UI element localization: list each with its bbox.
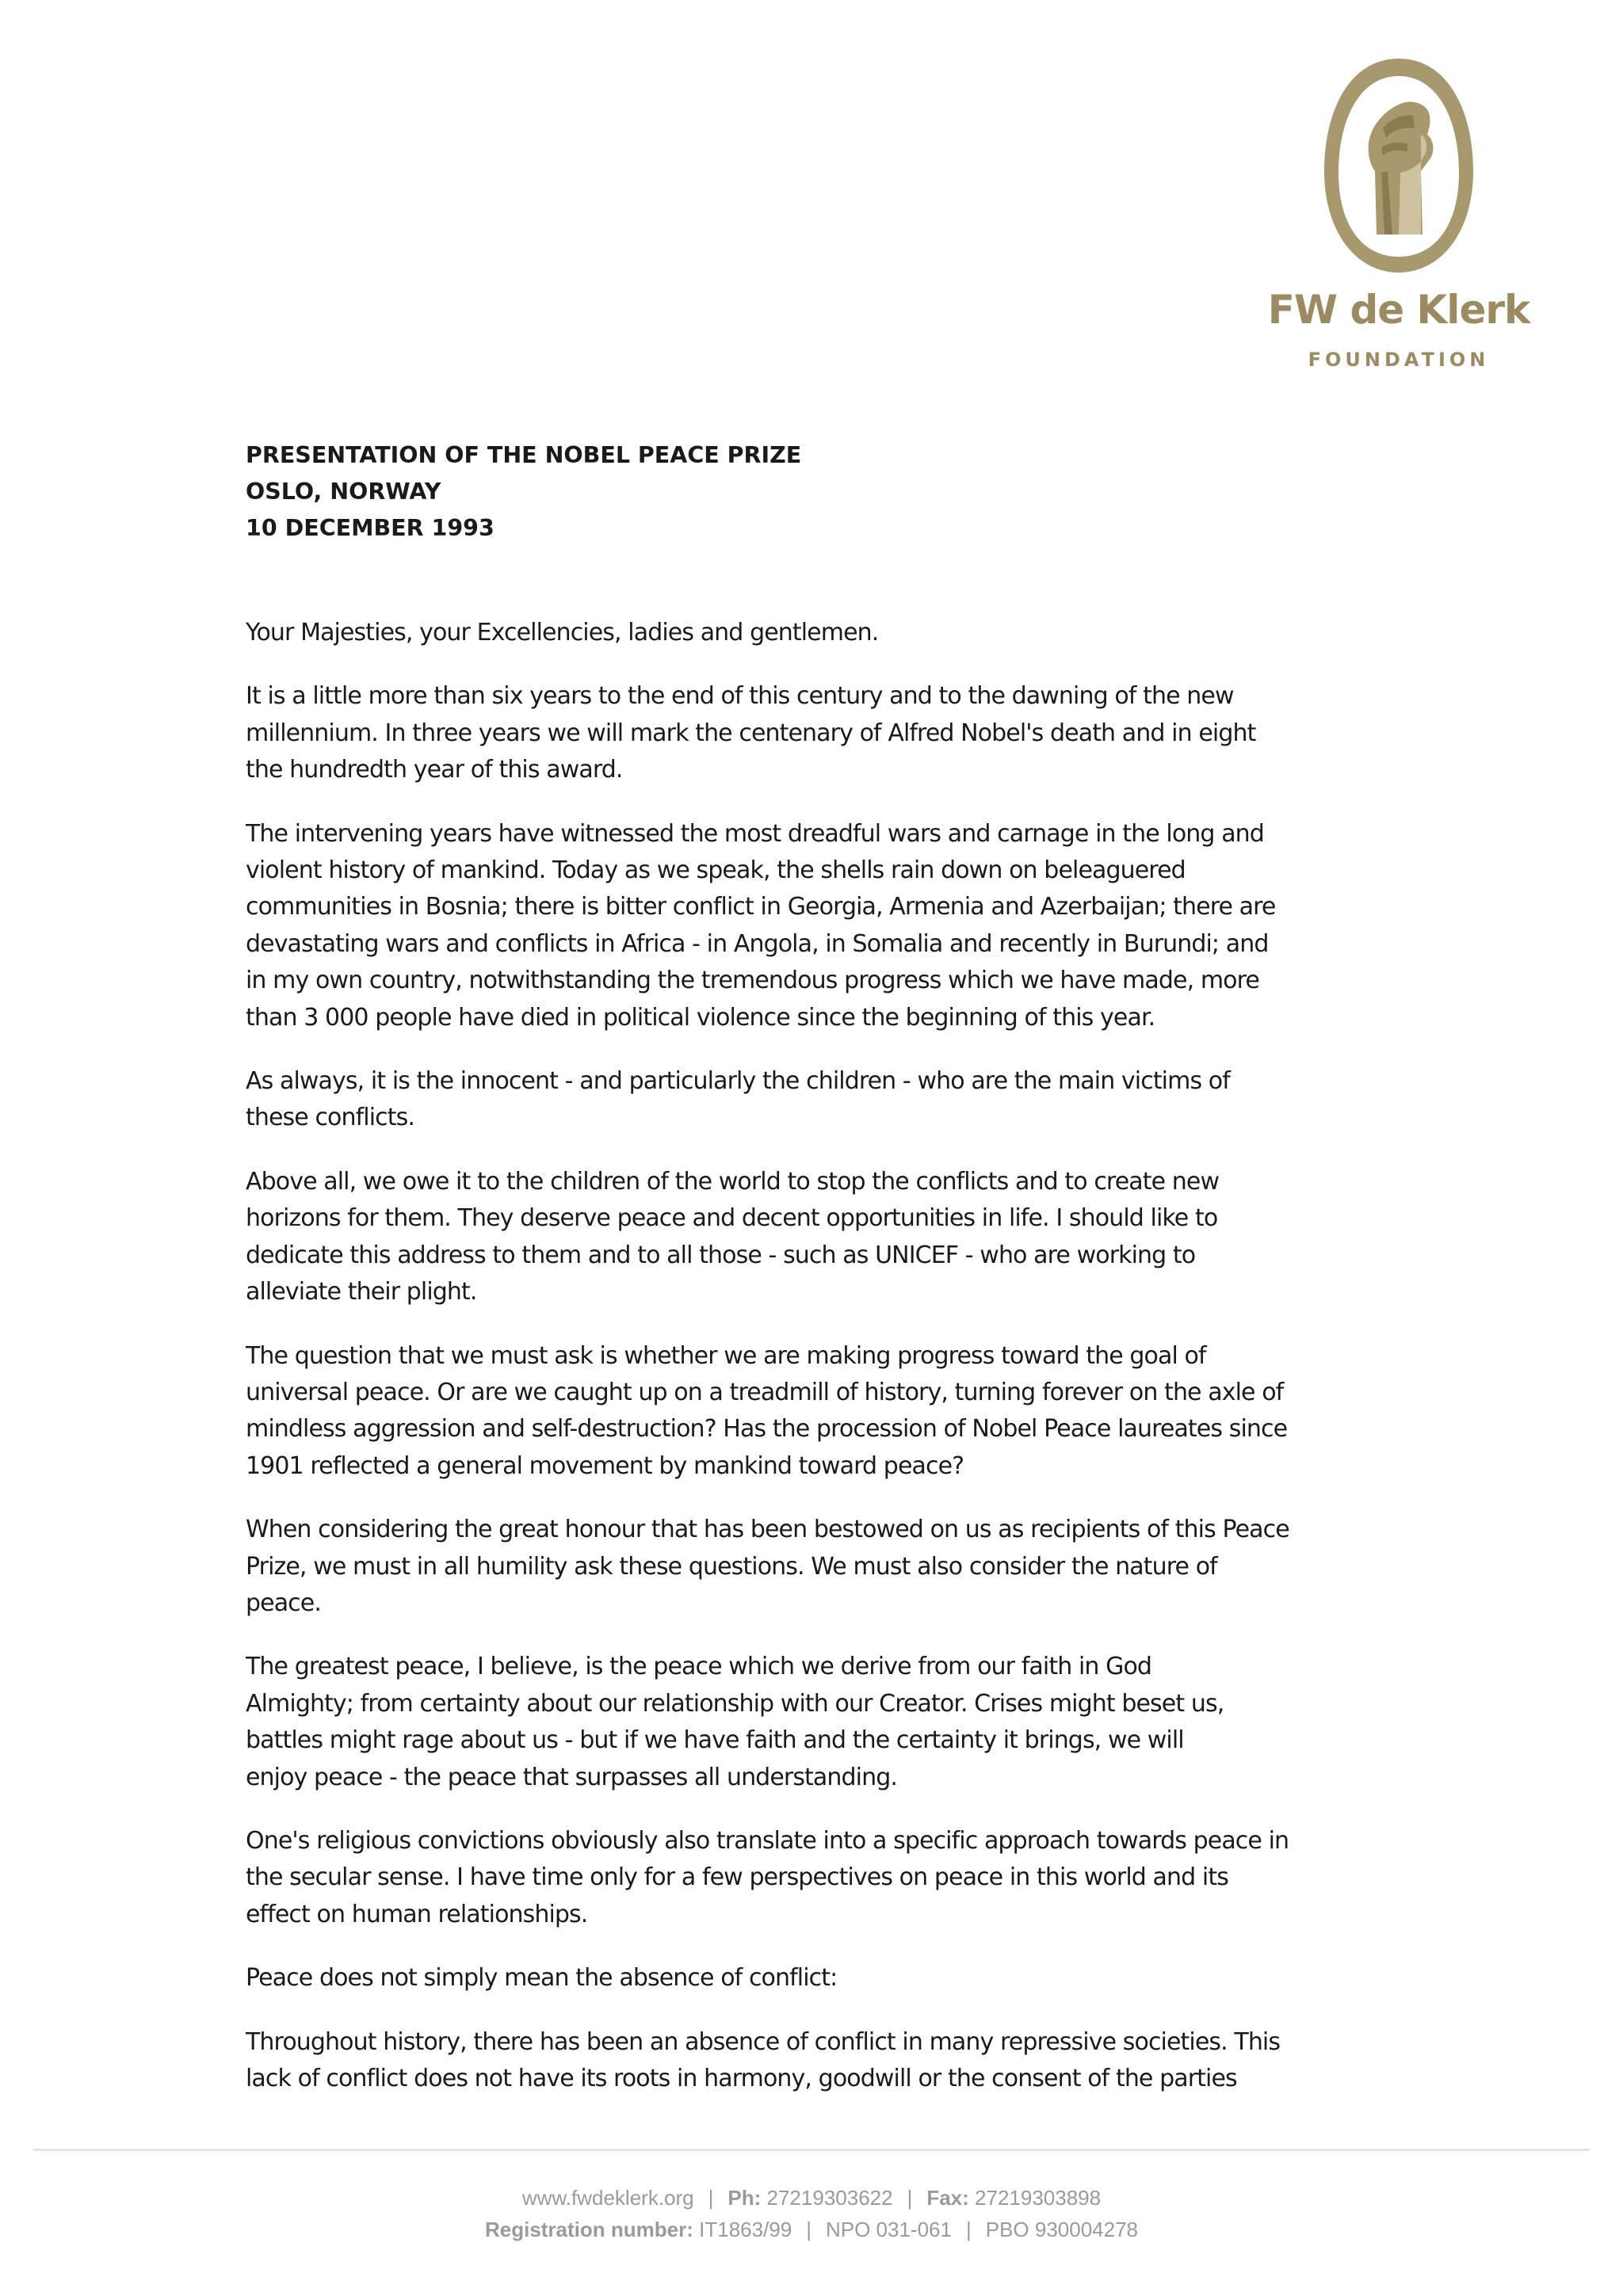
heading-location: OSLO, NORWAY [246,479,441,505]
paragraph [246,1649,1387,1796]
paragraph [246,1960,1387,1997]
text-line: 1901 reflected a general movement by mankind toward peace? [246,1451,964,1480]
footer-separator: | [708,2186,714,2210]
text-line: One's religious convictions obviously also translate into a specific approach towards peace in [246,1826,1289,1855]
text-line: enjoy peace - the peace that surpasses all understanding. [246,1763,897,1791]
text-line: alleviate their plight. [246,1278,477,1306]
text-line: The greatest peace, I believe, is the peace which we derive from our faith in God [246,1653,1152,1681]
text-line: battles might rage about us - but if we have faith and the certainty it brings, we will [246,1726,1184,1755]
paragraph [246,1823,1387,1933]
footer-npo: NPO 031-061 [825,2218,952,2241]
text-line: the hundredth year of this award. [246,756,623,784]
footer-fax: 27219303898 [975,2186,1102,2210]
text-line: peace. [246,1589,321,1617]
footer-contact-row [0,2182,1623,2214]
text-line: Peace does not simply mean the absence of conflict: [246,1964,838,1993]
text-line: As always, it is the innocent - and particularly the children - who are the main victims of [246,1067,1230,1096]
footer-website-link[interactable]: www.fwdeklerk.org [521,2186,694,2210]
footer-separator: | [907,2186,913,2210]
text-line: than 3 000 people have died in political violence since the beginning of this year. [246,1003,1155,1032]
document-heading [246,437,1395,547]
text-line: Above all, we owe it to the children of the world to stop the conflicts and to create new [246,1167,1220,1196]
text-line: the secular sense. I have time only for a few perspectives on peace in this world and its [246,1863,1228,1892]
speech-body [246,615,1387,2124]
text-line: mindless aggression and self-destruction? Has the procession of Nobel Peace laureates since [246,1415,1288,1444]
text-line: effect on human relationships. [246,1900,588,1928]
text-line: When considering the great honour that has been bestowed on us as recipients of this Peace [246,1516,1289,1544]
footer-separator: | [965,2218,972,2241]
footer-phone-label: Ph: [727,2186,762,2210]
paragraph [246,816,1387,1036]
text-line: communities in Bosnia; there is bitter conflict in Georgia, Armenia and Azerbaijan; there are [246,893,1276,921]
footer-phone: 27219303622 [766,2186,893,2210]
foundation-logo [1264,52,1533,385]
footer-registration-label: Registration number: [484,2218,693,2241]
heading-title: PRESENTATION OF THE NOBEL PEACE PRIZE [246,442,802,468]
text-line: in my own country, notwithstanding the tremendous progress which we have made, more [246,967,1259,995]
text-line: millennium. In three years we will mark the centenary of Alfred Nobel's death and in eight [246,719,1256,747]
text-line: dedicate this address to them and to all those - such as UNICEF - who are working to [246,1241,1196,1269]
paragraph [246,1063,1387,1137]
page-footer [0,2182,1623,2245]
text-line: Prize, we must in all humility ask these questions. We must also consider the nature of [246,1552,1217,1581]
paragraph [246,1512,1387,1622]
paragraph [246,2024,1387,2098]
paragraph [246,678,1387,788]
footer-fax-label: Fax: [926,2186,969,2210]
text-line: The intervening years have witnessed the most dreadful wars and carnage in the long and [246,819,1264,848]
text-line: these conflicts. [246,1104,414,1132]
text-line: Your Majesties, your Excellencies, ladies and gentlemen. [246,619,879,646]
text-line: It is a little more than six years to the end of this century and to the dawning of the new [246,682,1234,711]
footer-pbo: PBO 930004278 [985,2218,1139,2241]
text-line: lack of conflict does not have its roots in harmony, goodwill or the consent of the parties [246,2065,1237,2092]
text-line: The question that we must ask is whether we are making progress toward the goal of [246,1341,1206,1370]
text-line: horizons for them. They deserve peace and decent opportunities in life. I should like to [246,1204,1218,1233]
heading-date: 10 DECEMBER 1993 [246,515,495,541]
footer-separator: | [806,2218,812,2241]
text-line: violent history of mankind. Today as we speak, the shells rain down on beleaguered [246,856,1186,885]
text-line: Almighty; from certainty about our relationship with our Creator. Crises might beset us, [246,1689,1224,1718]
logo-wordmark: FW de Klerk [1267,287,1530,333]
text-line: devastating wars and conflicts in Africa - in Angola, in Somalia and recently in Burundi; and [246,929,1269,958]
text-line: universal peace. Or are we caught up on a treadmill of history, turning forever on the axle of [246,1378,1284,1406]
paragraph [246,615,1387,651]
raised-fist-emblem-icon [1319,52,1478,279]
footer-divider [33,2149,1590,2151]
logo-subtitle: FOUNDATION [1308,349,1490,371]
text-line: Throughout history, there has been an absence of conflict in many repressive societies. This [246,2027,1281,2056]
footer-registration-number: IT1863/99 [699,2218,792,2241]
paragraph [246,1338,1387,1486]
footer-registration-row [0,2214,1623,2245]
paragraph [246,1164,1387,1311]
